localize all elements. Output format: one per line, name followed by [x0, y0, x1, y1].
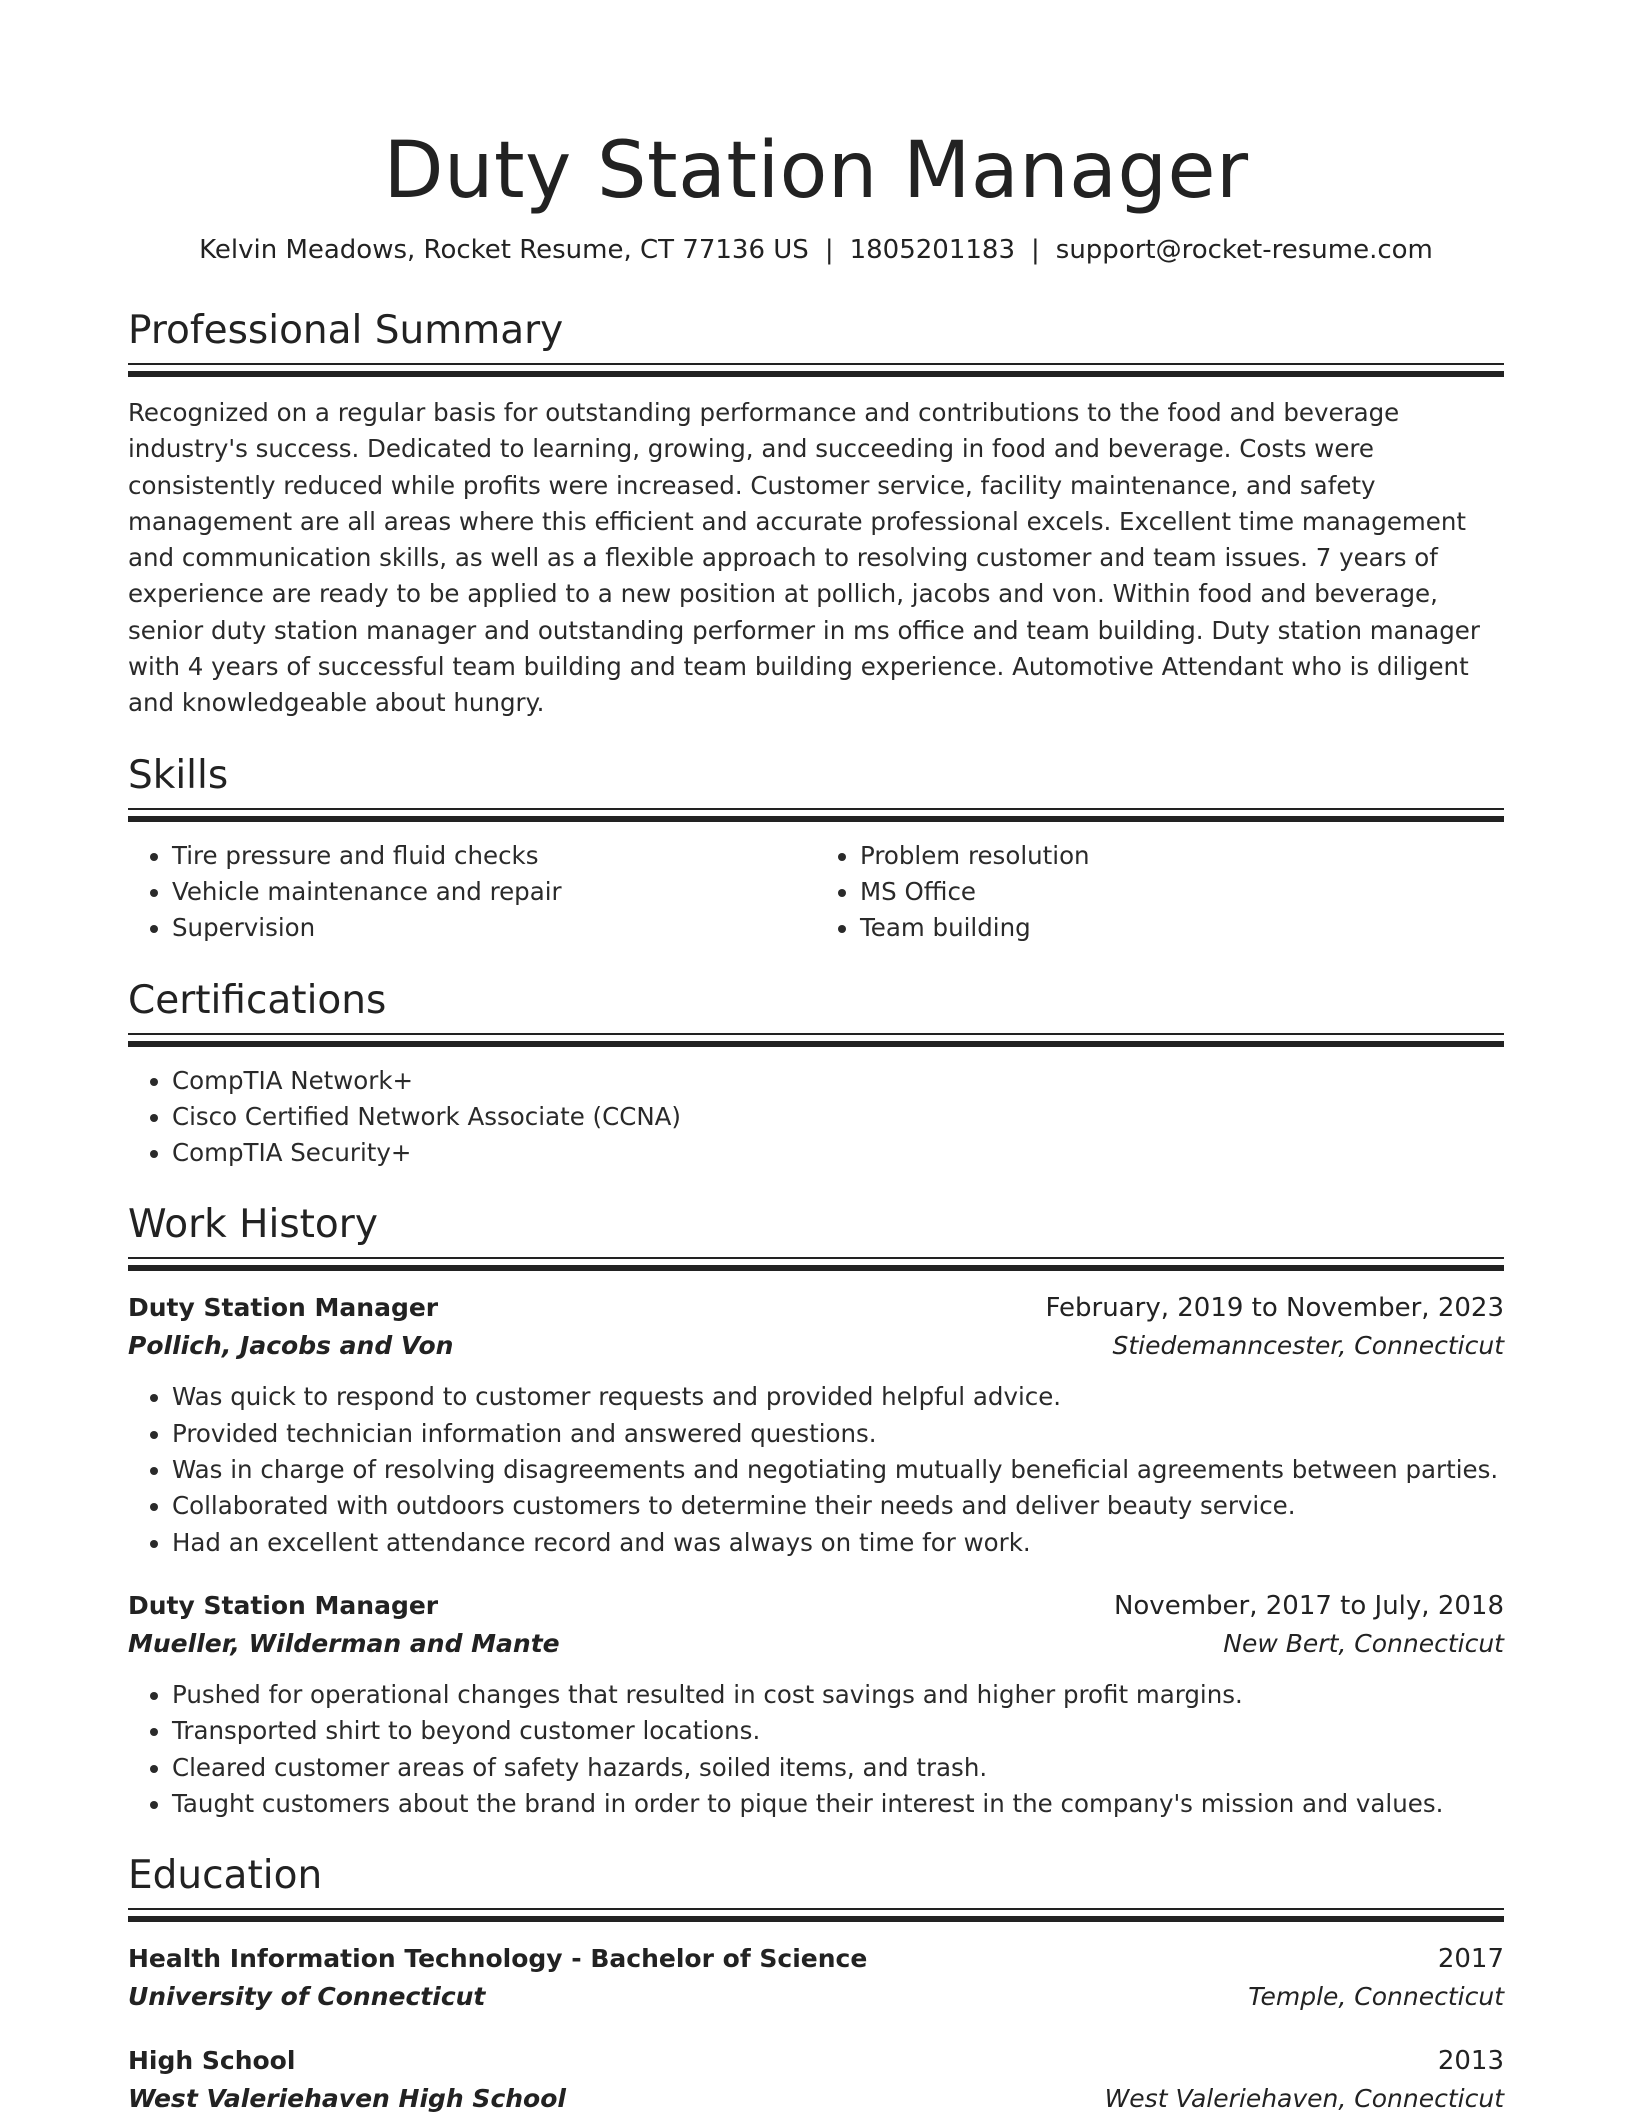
contact-separator: |	[824, 235, 834, 265]
job-dates: February, 2019 to November, 2023	[1045, 1293, 1504, 1324]
certifications-heading: Certifications	[128, 977, 387, 1023]
job-bullet: • Collaborated with outdoors customers to determine their needs and deliver beauty service.	[172, 1488, 1504, 1524]
certifications-section	[128, 977, 1504, 1172]
contact-phone: 1805201183	[849, 235, 1016, 265]
education-entry	[128, 1940, 1504, 2016]
contact-line	[128, 232, 1504, 268]
work-heading: Work History	[128, 1202, 378, 1248]
skill-item: • Vehicle maintenance and repair	[172, 874, 816, 910]
job-subheader	[128, 1327, 1504, 1365]
work-section	[128, 1201, 1504, 1822]
education-degree: Health Information Technology - Bachelor of Science	[128, 1944, 868, 1974]
education-school: West Valeriehaven High School	[128, 2084, 566, 2114]
education-header	[128, 2042, 1504, 2080]
job-company: Mueller, Wilderman and Mante	[128, 1628, 560, 1658]
resume-title: Duty Station Manager	[383, 126, 1249, 216]
job-bullet: • Was in charge of resolving disagreements and negotiating mutually beneficial agreements between parties.	[172, 1452, 1504, 1488]
job-bullet: • Cleared customer areas of safety hazards, soiled items, and trash.	[172, 1750, 1504, 1786]
job-location: New Bert, Connecticut	[1223, 1628, 1504, 1658]
education-degree: High School	[128, 2046, 296, 2076]
job-title: Duty Station Manager	[128, 1590, 439, 1620]
contact-email[interactable]: support@rocket-resume.com	[1055, 235, 1433, 265]
education-location: Temple, Connecticut	[1248, 1982, 1504, 2012]
job-header	[128, 1587, 1504, 1625]
education-heading: Education	[128, 1853, 323, 1899]
job-location: Stiedemanncester, Connecticut	[1112, 1331, 1504, 1361]
education-location: West Valeriehaven, Connecticut	[1104, 2084, 1504, 2114]
certifications-list	[128, 1063, 1504, 1172]
skills-grid	[128, 838, 1504, 947]
job-entry	[128, 1289, 1504, 1560]
skill-item: • Problem resolution	[860, 838, 1504, 874]
job-header	[128, 1289, 1504, 1327]
education-subheader	[128, 2080, 1504, 2118]
job-bullet: • Had an excellent attendance record and was always on time for work.	[172, 1525, 1504, 1561]
resume-page	[128, 0, 1504, 2118]
education-section	[128, 1852, 1504, 2118]
job-subheader	[128, 1625, 1504, 1663]
contact-address: Kelvin Meadows, Rocket Resume, CT 77136 US	[199, 235, 809, 265]
skills-heading: Skills	[128, 752, 229, 798]
summary-section	[128, 307, 1504, 722]
education-subheader	[128, 1978, 1504, 2016]
certification-item: • Cisco Certified Network Associate (CCNA)	[172, 1099, 1504, 1135]
skill-item: • Tire pressure and fluid checks	[172, 838, 816, 874]
job-dates: November, 2017 to July, 2018	[1113, 1590, 1504, 1621]
education-entry	[128, 2042, 1504, 2118]
section-divider	[128, 363, 1504, 377]
job-bullet: • Transported shirt to beyond customer locations.	[172, 1713, 1504, 1749]
skill-item: • Supervision	[172, 910, 816, 946]
job-bullets	[128, 1379, 1504, 1560]
section-divider	[128, 1033, 1504, 1047]
skills-list-right	[816, 838, 1504, 947]
job-entry	[128, 1587, 1504, 1822]
job-title: Duty Station Manager	[128, 1293, 439, 1323]
skills-section	[128, 752, 1504, 947]
summary-text: Recognized on a regular basis for outstanding performance and contributions to the food and beverage industry's success. Dedicated to learning, growing, and succeeding in food and beverage. Costs were consistently reduced while profits were increased. Customer service, facility maintenance, and safety management are all areas where this efficient and accurate professional excels. Excellent time management and communication skills, as well as a flexible approach to resolving customer and team issues. 7 years of experience are ready to be applied to a new position at pollich, jacobs and von. Within food and beverage, senior duty station manager and outstanding performer in ms office and team building. Duty station manager with 4 years of successful team building and team building experience. Automotive Attendant who is diligent and knowledgeable about hungry.	[128, 398, 1480, 718]
education-year: 2017	[1437, 1944, 1504, 1975]
contact-separator: |	[1031, 235, 1040, 265]
education-header	[128, 1940, 1504, 1978]
job-bullets	[128, 1677, 1504, 1822]
certification-item: • CompTIA Security+	[172, 1135, 1504, 1171]
education-school: University of Connecticut	[128, 1982, 486, 2012]
skill-item: • Team building	[860, 910, 1504, 946]
skills-list-left	[128, 838, 816, 947]
job-bullet: • Was quick to respond to customer requests and provided helpful advice.	[172, 1379, 1504, 1415]
section-divider	[128, 1257, 1504, 1271]
section-divider	[128, 808, 1504, 822]
job-company: Pollich, Jacobs and Von	[128, 1331, 454, 1361]
certification-item: • CompTIA Network+	[172, 1063, 1504, 1099]
job-bullet: • Taught customers about the brand in order to pique their interest in the company's mission and values.	[172, 1786, 1504, 1822]
job-bullet: • Pushed for operational changes that resulted in cost savings and higher profit margins.	[172, 1677, 1504, 1713]
section-divider	[128, 1908, 1504, 1922]
education-year: 2013	[1437, 2046, 1504, 2077]
skill-item: • MS Office	[860, 874, 1504, 910]
summary-heading: Professional Summary	[128, 308, 564, 353]
job-bullet: • Provided technician information and answered questions.	[172, 1416, 1504, 1452]
